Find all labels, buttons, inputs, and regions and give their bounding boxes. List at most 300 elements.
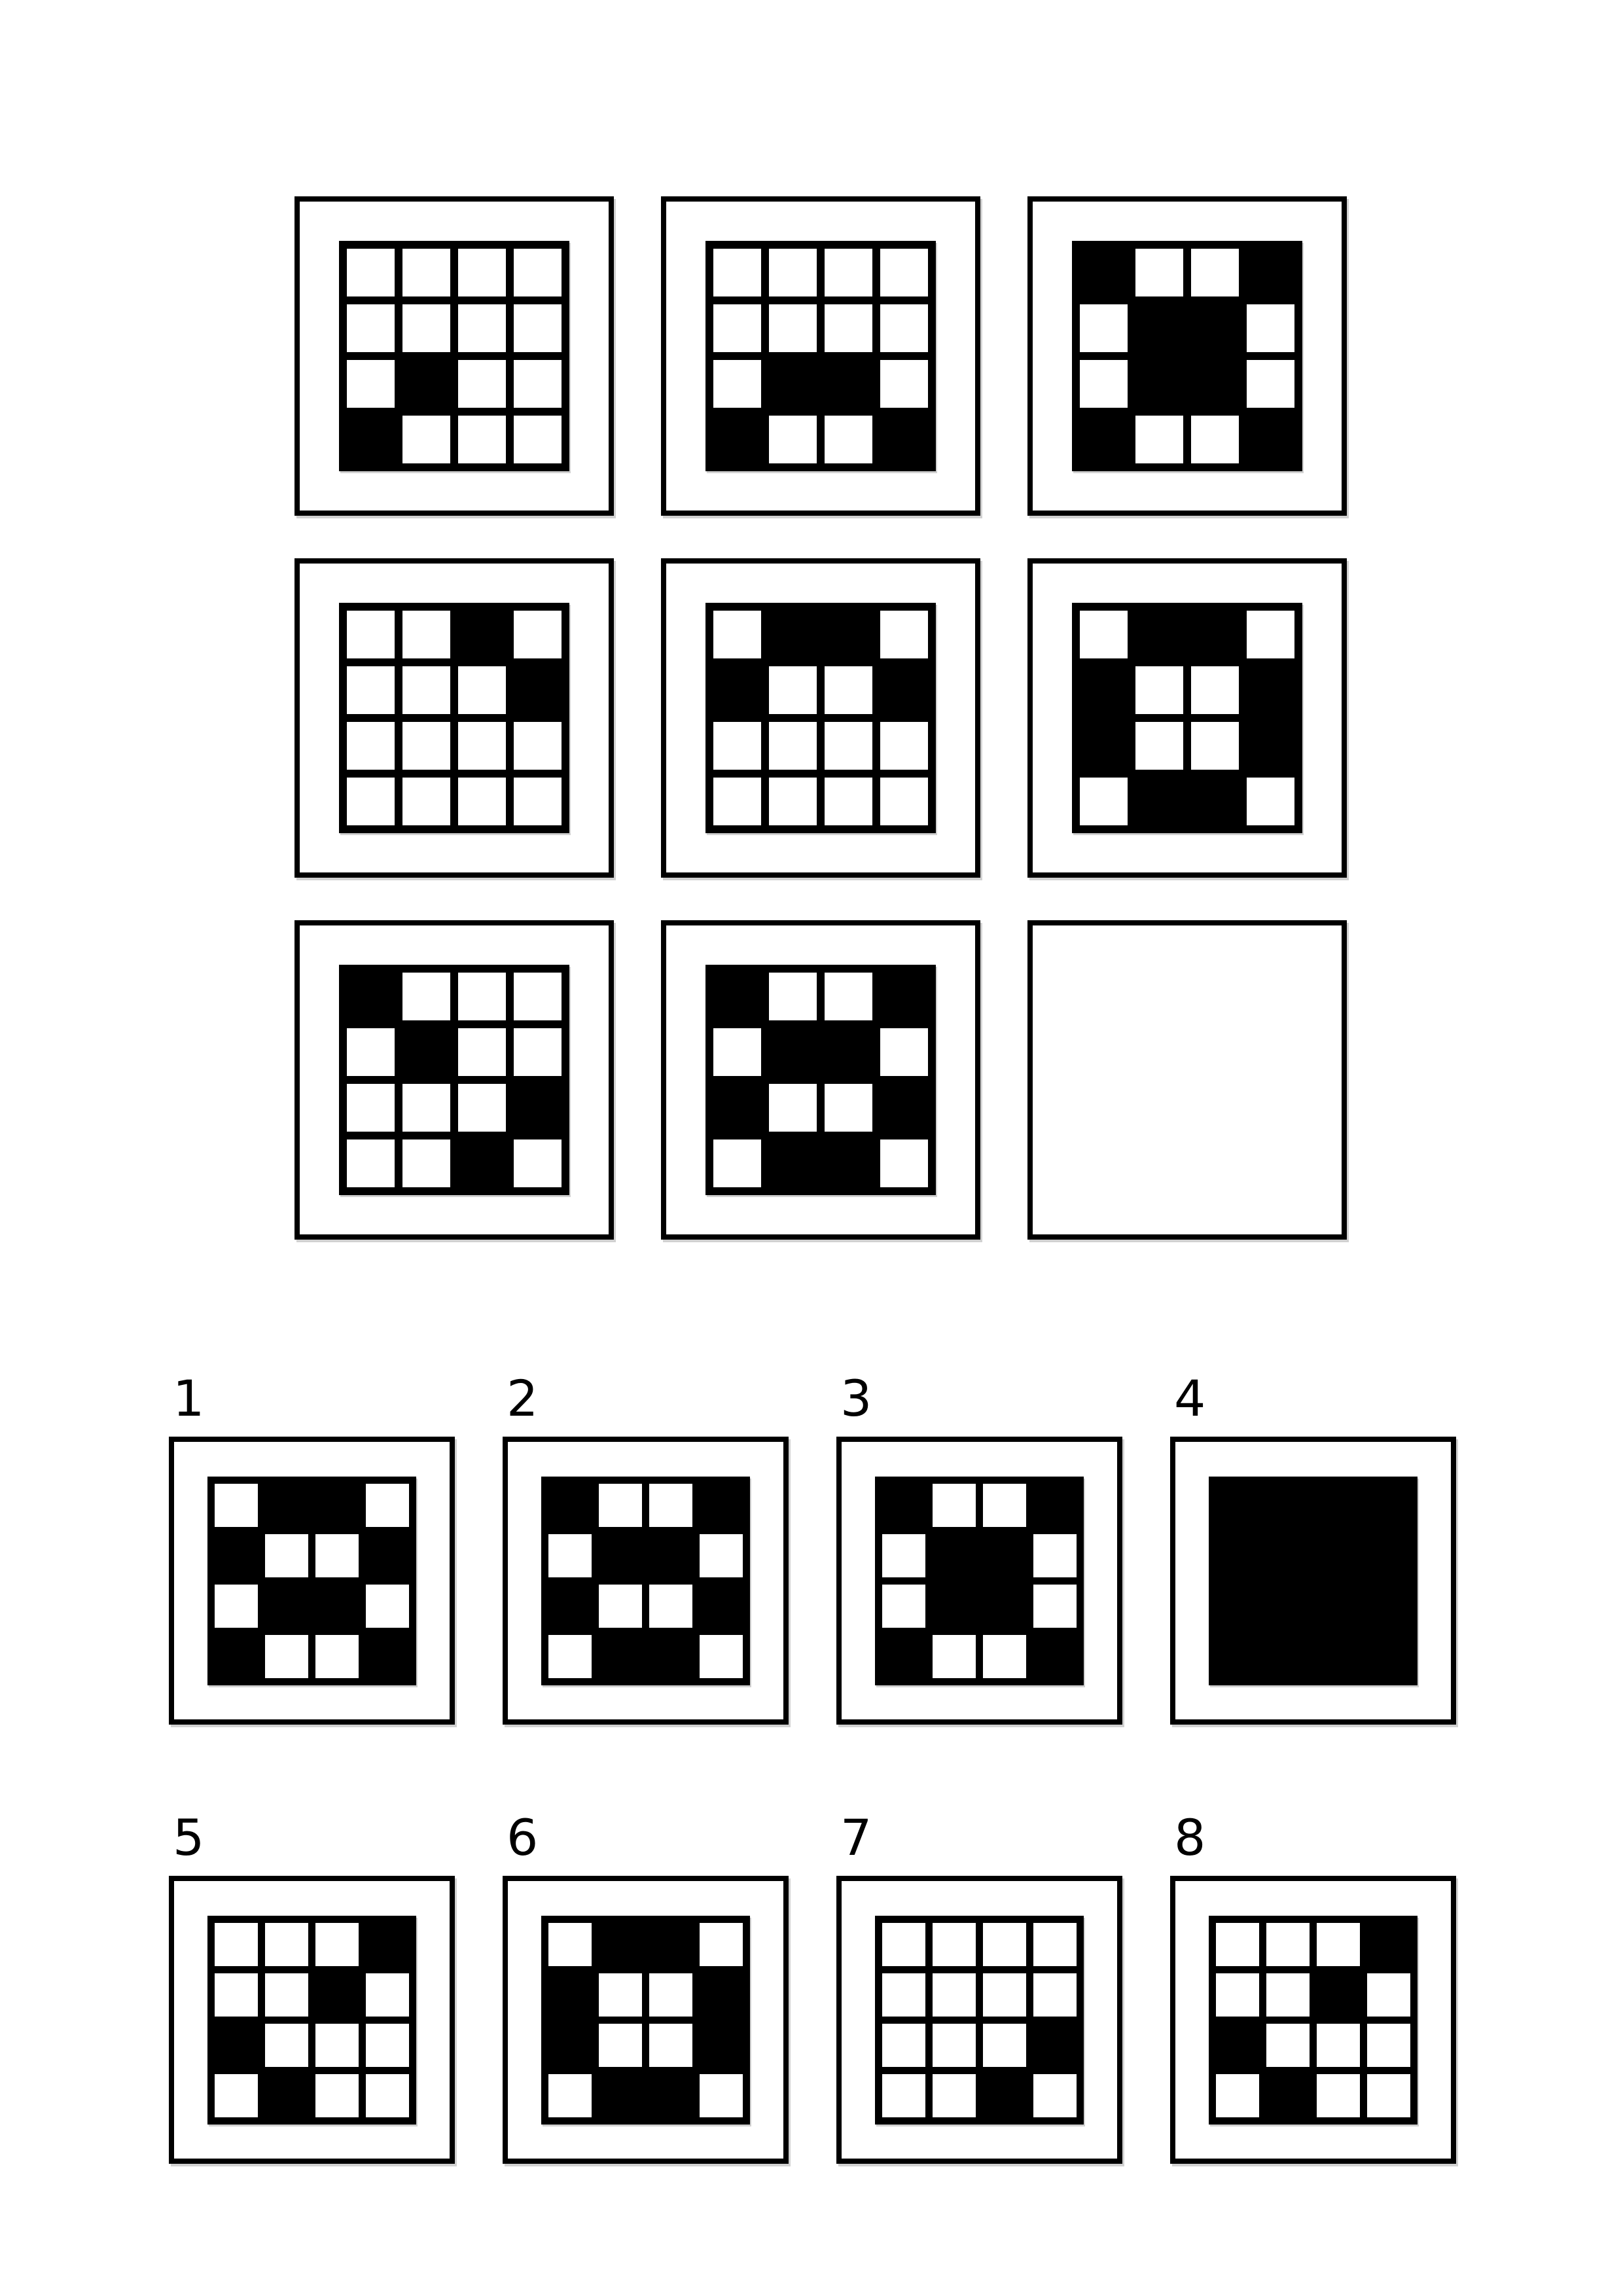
pattern-cell-empty	[599, 2024, 642, 2067]
pattern-cell-empty	[713, 1028, 761, 1076]
pattern-cell-filled	[983, 1585, 1026, 1628]
pattern-cell-empty	[983, 1484, 1026, 1527]
pattern-cell-filled	[1033, 2024, 1077, 2067]
option-3-box[interactable]	[836, 1437, 1122, 1725]
matrix-cell-r3c3-empty	[1027, 920, 1347, 1240]
pattern-cell-empty	[1247, 304, 1294, 352]
pattern-cell-empty	[649, 2024, 692, 2067]
matrix-cell-r1c1	[294, 196, 614, 516]
pattern-cell-empty	[1367, 1973, 1410, 2017]
option-6	[503, 1808, 789, 2164]
pattern-cell-filled	[1191, 611, 1239, 658]
pattern-cell-filled	[548, 1973, 592, 2017]
pattern-cell-empty	[933, 1973, 976, 2017]
pattern-cell-empty	[514, 611, 562, 658]
pattern-cell-empty	[713, 1139, 761, 1187]
pattern-cell-empty	[882, 2024, 925, 2067]
matrix-cell-r2c3	[1027, 558, 1347, 878]
pattern-cell-filled	[548, 1585, 592, 1628]
pattern-cell-filled	[649, 1534, 692, 1577]
pattern-cell-empty	[265, 1973, 308, 2017]
pattern-cell-filled	[1080, 666, 1128, 714]
pattern-cell-filled	[1317, 1534, 1360, 1577]
pattern-cell-filled	[1191, 778, 1239, 825]
pattern-cell-filled	[1266, 2074, 1310, 2117]
pattern-cell-filled	[700, 1973, 743, 2017]
pattern-cell-filled	[1191, 304, 1239, 352]
pattern-cell-filled	[1216, 2024, 1259, 2067]
pattern-cell-filled	[548, 1484, 592, 1527]
pattern-cell-empty	[599, 1973, 642, 2017]
pattern-cell-empty	[315, 1923, 359, 1966]
pattern-cell-filled	[700, 2024, 743, 2067]
pattern-cell-filled	[599, 1635, 642, 1678]
pattern-cell-empty	[882, 1923, 925, 1966]
pattern-cell-filled	[769, 611, 817, 658]
pattern-cell-empty	[1317, 2024, 1360, 2067]
pattern-cell-empty	[983, 1635, 1026, 1678]
pattern-cell-filled	[315, 1484, 359, 1527]
pattern-cell-empty	[769, 249, 817, 296]
pattern-cell-empty	[825, 1084, 872, 1132]
pattern-grid	[339, 241, 569, 471]
option-3	[836, 1369, 1122, 1725]
pattern-cell-empty	[1266, 2024, 1310, 2067]
pattern-cell-empty	[1033, 2074, 1077, 2117]
pattern-cell-empty	[265, 1534, 308, 1577]
pattern-cell-empty	[548, 2074, 592, 2117]
pattern-cell-empty	[514, 778, 562, 825]
pattern-cell-filled	[769, 1139, 817, 1187]
pattern-grid	[875, 1916, 1084, 2125]
pattern-cell-filled	[514, 666, 562, 714]
pattern-cell-filled	[402, 360, 450, 408]
pattern-cell-empty	[825, 304, 872, 352]
pattern-cell-empty	[458, 1084, 506, 1132]
pattern-cell-empty	[769, 416, 817, 463]
pattern-cell-filled	[1080, 249, 1128, 296]
option-5-label: 5	[173, 1808, 205, 1867]
pattern-cell-filled	[933, 1585, 976, 1628]
pattern-cell-filled	[882, 1484, 925, 1527]
pattern-cell-empty	[1080, 304, 1128, 352]
pattern-cell-filled	[1247, 666, 1294, 714]
option-7	[836, 1808, 1122, 2164]
pattern-grid	[207, 1477, 416, 1685]
pattern-cell-filled	[599, 2074, 642, 2117]
pattern-cell-filled	[880, 666, 928, 714]
pattern-cell-empty	[402, 973, 450, 1020]
pattern-cell-empty	[347, 249, 395, 296]
pattern-cell-filled	[713, 666, 761, 714]
pattern-cell-empty	[215, 2074, 258, 2117]
pattern-cell-empty	[347, 1139, 395, 1187]
pattern-cell-empty	[1191, 722, 1239, 770]
pattern-cell-empty	[514, 249, 562, 296]
pattern-cell-filled	[1247, 249, 1294, 296]
pattern-cell-empty	[882, 1534, 925, 1577]
pattern-cell-empty	[1080, 778, 1128, 825]
option-2	[503, 1369, 789, 1725]
pattern-cell-filled	[1367, 1585, 1410, 1628]
pattern-cell-filled	[265, 2074, 308, 2117]
pattern-cell-filled	[347, 973, 395, 1020]
pattern-cell-empty	[265, 1635, 308, 1678]
pattern-cell-empty	[215, 1973, 258, 2017]
option-8	[1170, 1808, 1456, 2164]
pattern-cell-filled	[1317, 1484, 1360, 1527]
pattern-cell-empty	[402, 416, 450, 463]
pattern-grid	[1072, 241, 1302, 471]
pattern-cell-empty	[265, 1923, 308, 1966]
pattern-cell-filled	[265, 1585, 308, 1628]
answer-options-row-1	[169, 1369, 1456, 1725]
pattern-cell-empty	[700, 2074, 743, 2117]
pattern-cell-filled	[1033, 1484, 1077, 1527]
pattern-cell-empty	[347, 611, 395, 658]
pattern-cell-filled	[933, 1534, 976, 1577]
matrix-cell-r1c3	[1027, 196, 1347, 516]
matrix-cell-r3c2	[661, 920, 980, 1240]
pattern-cell-empty	[1247, 611, 1294, 658]
pattern-cell-empty	[933, 1923, 976, 1966]
pattern-cell-filled	[1033, 1635, 1077, 1678]
pattern-cell-empty	[713, 304, 761, 352]
pattern-cell-empty	[1191, 666, 1239, 714]
pattern-cell-filled	[1367, 1534, 1410, 1577]
pattern-cell-empty	[649, 1585, 692, 1628]
pattern-cell-empty	[1033, 1585, 1077, 1628]
pattern-cell-empty	[458, 1028, 506, 1076]
pattern-cell-empty	[825, 973, 872, 1020]
pattern-cell-empty	[1216, 1923, 1259, 1966]
pattern-cell-empty	[599, 1585, 642, 1628]
option-2-label: 2	[507, 1369, 539, 1427]
pattern-cell-empty	[933, 1484, 976, 1527]
pattern-cell-empty	[880, 611, 928, 658]
pattern-cell-empty	[514, 973, 562, 1020]
pattern-cell-filled	[649, 1923, 692, 1966]
pattern-cell-filled	[1367, 1923, 1410, 1966]
pattern-grid	[1072, 603, 1302, 833]
matrix-cell-r2c2	[661, 558, 980, 878]
pattern-cell-empty	[548, 1923, 592, 1966]
pattern-cell-filled	[880, 973, 928, 1020]
pattern-cell-filled	[315, 1585, 359, 1628]
option-5	[169, 1808, 455, 2164]
pattern-cell-filled	[1266, 1534, 1310, 1577]
pattern-cell-empty	[402, 722, 450, 770]
pattern-cell-filled	[1247, 722, 1294, 770]
pattern-cell-empty	[769, 973, 817, 1020]
option-4-box[interactable]	[1170, 1437, 1456, 1725]
pattern-grid	[705, 603, 936, 833]
pattern-cell-filled	[700, 1585, 743, 1628]
pattern-cell-empty	[880, 1139, 928, 1187]
pattern-cell-filled	[366, 1923, 409, 1966]
pattern-cell-filled	[458, 1139, 506, 1187]
pattern-cell-empty	[1191, 416, 1239, 463]
pattern-cell-filled	[315, 1973, 359, 2017]
pattern-cell-empty	[1135, 416, 1183, 463]
pattern-cell-empty	[769, 304, 817, 352]
pattern-cell-filled	[769, 1028, 817, 1076]
pattern-cell-filled	[514, 1084, 562, 1132]
pattern-cell-empty	[983, 1923, 1026, 1966]
pattern-cell-empty	[1247, 778, 1294, 825]
pattern-cell-empty	[700, 1534, 743, 1577]
pattern-cell-empty	[347, 778, 395, 825]
pattern-cell-empty	[1367, 2074, 1410, 2117]
pattern-cell-empty	[514, 304, 562, 352]
pattern-grid	[207, 1916, 416, 2125]
pattern-cell-empty	[458, 722, 506, 770]
pattern-cell-empty	[1135, 666, 1183, 714]
pattern-cell-filled	[215, 1534, 258, 1577]
pattern-grid	[1209, 1916, 1418, 2125]
pattern-cell-filled	[1216, 1484, 1259, 1527]
pattern-cell-empty	[769, 1084, 817, 1132]
pattern-cell-empty	[880, 1028, 928, 1076]
pattern-grid	[541, 1477, 750, 1685]
pattern-cell-empty	[514, 1139, 562, 1187]
pattern-cell-empty	[769, 778, 817, 825]
pattern-cell-filled	[599, 1534, 642, 1577]
pattern-cell-filled	[882, 1635, 925, 1678]
pattern-grid	[705, 965, 936, 1195]
pattern-cell-empty	[402, 778, 450, 825]
pattern-cell-empty	[347, 304, 395, 352]
pattern-cell-filled	[825, 360, 872, 408]
pattern-cell-filled	[713, 416, 761, 463]
pattern-cell-empty	[514, 722, 562, 770]
pattern-cell-filled	[1135, 611, 1183, 658]
option-7-label: 7	[840, 1808, 872, 1867]
pattern-grid	[339, 965, 569, 1195]
pattern-cell-filled	[825, 1028, 872, 1076]
pattern-grid-solid	[1209, 1477, 1418, 1685]
pattern-cell-empty	[933, 2024, 976, 2067]
pattern-cell-empty	[347, 666, 395, 714]
pattern-cell-filled	[983, 1534, 1026, 1577]
pattern-cell-empty	[649, 1973, 692, 2017]
pattern-cell-empty	[215, 1484, 258, 1527]
matrix-cell-r2c1	[294, 558, 614, 878]
pattern-cell-empty	[366, 1973, 409, 2017]
pattern-cell-empty	[315, 1635, 359, 1678]
pattern-cell-filled	[1216, 1534, 1259, 1577]
pattern-cell-filled	[215, 1635, 258, 1678]
pattern-cell-filled	[700, 1484, 743, 1527]
option-7-box[interactable]	[836, 1876, 1122, 2164]
pattern-cell-empty	[514, 1028, 562, 1076]
pattern-cell-empty	[458, 304, 506, 352]
pattern-cell-empty	[1266, 1973, 1310, 2017]
pattern-cell-empty	[933, 2074, 976, 2117]
pattern-cell-filled	[1080, 722, 1128, 770]
pattern-cell-empty	[402, 666, 450, 714]
option-4	[1170, 1369, 1456, 1725]
pattern-cell-empty	[366, 1484, 409, 1527]
puzzle-matrix	[294, 196, 1347, 1240]
pattern-cell-empty	[882, 1973, 925, 2017]
pattern-cell-filled	[1266, 1635, 1310, 1678]
pattern-cell-empty	[599, 1484, 642, 1527]
pattern-cell-empty	[1033, 1534, 1077, 1577]
pattern-cell-empty	[825, 722, 872, 770]
pattern-cell-filled	[402, 1028, 450, 1076]
option-2-box[interactable]	[503, 1437, 789, 1725]
pattern-cell-empty	[1216, 2074, 1259, 2117]
pattern-cell-filled	[1317, 1635, 1360, 1678]
matrix-cell-r1c2	[661, 196, 980, 516]
pattern-cell-empty	[713, 722, 761, 770]
pattern-cell-filled	[366, 1635, 409, 1678]
pattern-cell-filled	[1317, 1973, 1360, 2017]
pattern-cell-empty	[402, 304, 450, 352]
pattern-cell-empty	[880, 722, 928, 770]
pattern-cell-filled	[599, 1923, 642, 1966]
pattern-cell-empty	[315, 2074, 359, 2117]
pattern-cell-empty	[1033, 1973, 1077, 2017]
pattern-grid	[705, 241, 936, 471]
pattern-grid	[875, 1477, 1084, 1685]
pattern-cell-empty	[983, 1973, 1026, 2017]
pattern-cell-empty	[825, 778, 872, 825]
pattern-cell-empty	[366, 1585, 409, 1628]
pattern-cell-filled	[649, 2074, 692, 2117]
matrix-cell-r3c1	[294, 920, 614, 1240]
pattern-cell-empty	[1247, 360, 1294, 408]
pattern-cell-empty	[347, 722, 395, 770]
pattern-cell-filled	[1216, 1585, 1259, 1628]
pattern-cell-filled	[1216, 1635, 1259, 1678]
pattern-cell-empty	[1033, 1923, 1077, 1966]
pattern-cell-empty	[880, 304, 928, 352]
pattern-cell-filled	[1266, 1484, 1310, 1527]
pattern-cell-filled	[548, 2024, 592, 2067]
pattern-cell-empty	[880, 778, 928, 825]
pattern-cell-empty	[825, 249, 872, 296]
pattern-cell-empty	[1266, 1923, 1310, 1966]
pattern-cell-empty	[548, 1635, 592, 1678]
pattern-cell-filled	[347, 416, 395, 463]
pattern-cell-empty	[347, 360, 395, 408]
pattern-cell-filled	[880, 416, 928, 463]
pattern-cell-filled	[1247, 416, 1294, 463]
pattern-cell-empty	[458, 666, 506, 714]
pattern-cell-filled	[1367, 1635, 1410, 1678]
pattern-cell-empty	[366, 2024, 409, 2067]
pattern-cell-empty	[1080, 360, 1128, 408]
pattern-cell-filled	[983, 2074, 1026, 2117]
pattern-cell-filled	[880, 1084, 928, 1132]
pattern-cell-empty	[933, 1635, 976, 1678]
pattern-cell-empty	[315, 2024, 359, 2067]
pattern-cell-empty	[713, 611, 761, 658]
pattern-cell-empty	[347, 1028, 395, 1076]
pattern-cell-empty	[402, 1084, 450, 1132]
pattern-cell-empty	[1135, 722, 1183, 770]
pattern-cell-empty	[458, 360, 506, 408]
pattern-cell-filled	[769, 360, 817, 408]
pattern-cell-empty	[315, 1534, 359, 1577]
pattern-cell-empty	[882, 1585, 925, 1628]
pattern-cell-empty	[649, 1484, 692, 1527]
pattern-cell-empty	[880, 249, 928, 296]
pattern-cell-filled	[1317, 1585, 1360, 1628]
pattern-cell-filled	[1135, 778, 1183, 825]
pattern-cell-empty	[1135, 249, 1183, 296]
pattern-cell-empty	[402, 611, 450, 658]
option-1-box[interactable]	[169, 1437, 455, 1725]
pattern-cell-filled	[366, 1534, 409, 1577]
pattern-cell-filled	[713, 1084, 761, 1132]
answer-options-row-2	[169, 1808, 1456, 2164]
pattern-cell-filled	[265, 1484, 308, 1527]
pattern-cell-empty	[215, 1923, 258, 1966]
pattern-cell-empty	[1367, 2024, 1410, 2067]
pattern-cell-filled	[1367, 1484, 1410, 1527]
pattern-cell-empty	[700, 1635, 743, 1678]
pattern-cell-filled	[713, 973, 761, 1020]
pattern-cell-empty	[825, 666, 872, 714]
pattern-grid	[541, 1916, 750, 2125]
pattern-cell-empty	[713, 360, 761, 408]
pattern-cell-empty	[548, 1534, 592, 1577]
pattern-cell-filled	[649, 1635, 692, 1678]
pattern-cell-empty	[825, 416, 872, 463]
pattern-cell-filled	[1135, 304, 1183, 352]
pattern-cell-empty	[514, 416, 562, 463]
option-4-label: 4	[1174, 1369, 1206, 1427]
option-6-label: 6	[507, 1808, 539, 1867]
pattern-cell-empty	[458, 778, 506, 825]
option-6-box[interactable]	[503, 1876, 789, 2164]
pattern-cell-filled	[458, 611, 506, 658]
pattern-cell-empty	[882, 2074, 925, 2117]
pattern-cell-empty	[1080, 611, 1128, 658]
pattern-cell-empty	[402, 1139, 450, 1187]
option-5-box[interactable]	[169, 1876, 455, 2164]
pattern-cell-empty	[514, 360, 562, 408]
pattern-cell-filled	[825, 611, 872, 658]
option-8-box[interactable]	[1170, 1876, 1456, 2164]
pattern-cell-empty	[402, 249, 450, 296]
option-3-label: 3	[840, 1369, 872, 1427]
pattern-cell-empty	[265, 2024, 308, 2067]
pattern-grid	[339, 603, 569, 833]
pattern-cell-empty	[366, 2074, 409, 2117]
pattern-cell-empty	[458, 416, 506, 463]
option-1	[169, 1369, 455, 1725]
option-8-label: 8	[1174, 1808, 1206, 1867]
pattern-cell-empty	[1317, 1923, 1360, 1966]
pattern-cell-empty	[458, 249, 506, 296]
pattern-cell-empty	[880, 360, 928, 408]
pattern-cell-filled	[825, 1139, 872, 1187]
pattern-cell-empty	[983, 2024, 1026, 2067]
pattern-cell-filled	[1266, 1585, 1310, 1628]
pattern-cell-empty	[700, 1923, 743, 1966]
pattern-cell-empty	[458, 973, 506, 1020]
pattern-cell-empty	[713, 249, 761, 296]
pattern-cell-filled	[1135, 360, 1183, 408]
pattern-cell-empty	[1317, 2074, 1360, 2117]
pattern-cell-empty	[1191, 249, 1239, 296]
pattern-cell-empty	[1216, 1973, 1259, 2017]
pattern-cell-empty	[769, 666, 817, 714]
